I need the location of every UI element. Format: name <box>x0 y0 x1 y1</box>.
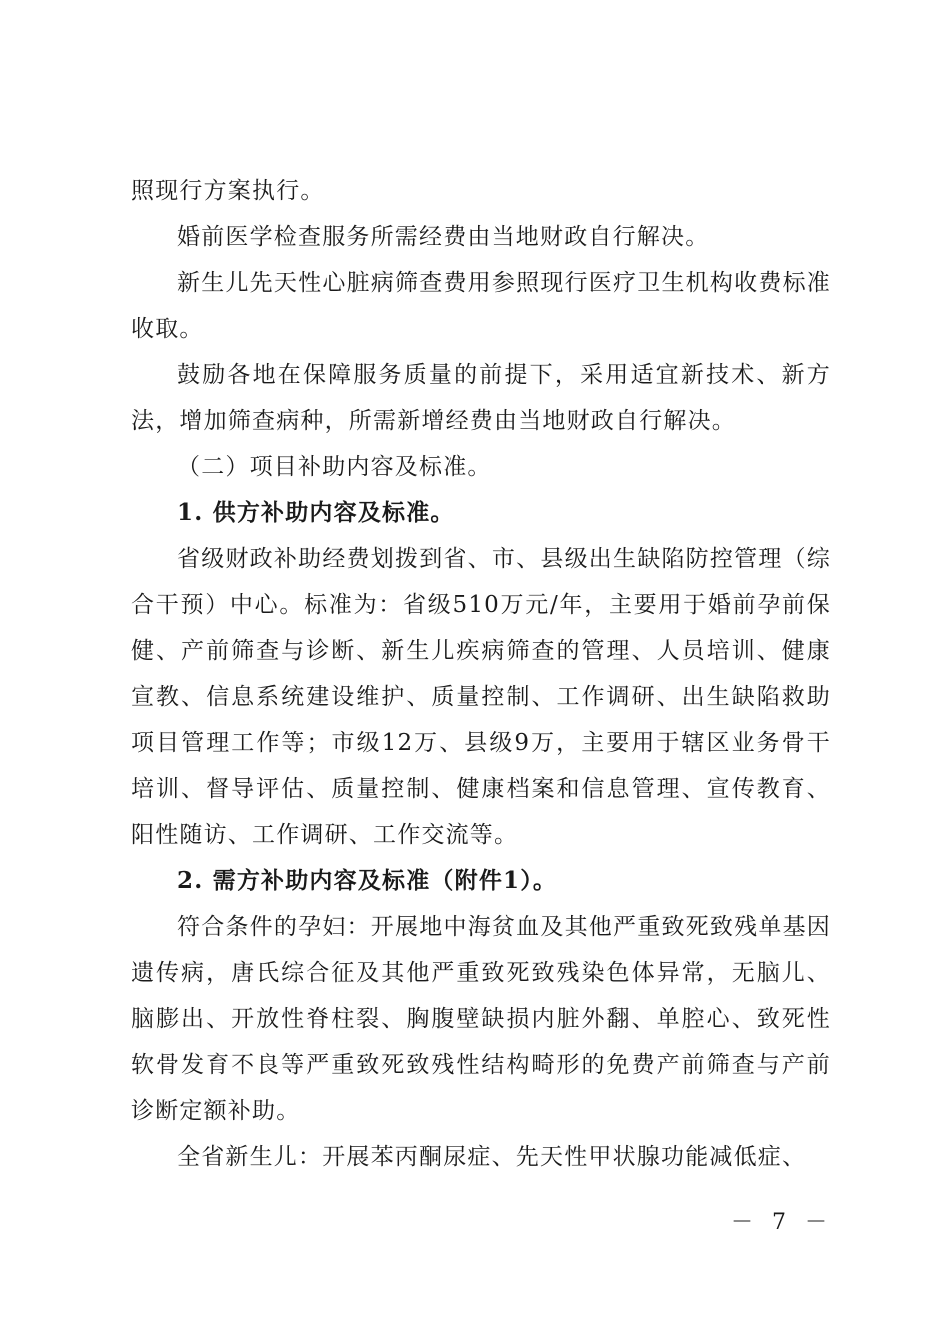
section-heading-subsidy: （二）项目补助内容及标准。 <box>177 454 492 480</box>
page-number: － 7 － <box>731 1210 833 1235</box>
paragraph-pregnant-women: 符合条件的孕妇：开展地中海贫血及其他严重致死致残单基因遗传病，唐氏综合征及其他严重致死致残染色体异常，无脑儿、脑膨出、开放性脊柱裂、胸腹壁缺损内脏外翻、单腔心、致死性软骨发育不良等严重致死致残性结构畸形的免费产前筛查与产前诊断定额补助。 <box>131 914 831 1124</box>
paragraph-premarital-funding: 婚前医学检查服务所需经费由当地财政自行解决。 <box>177 224 710 250</box>
subheading-supplier-subsidy: 1. 供方补助内容及标准。 <box>177 499 455 526</box>
paragraph-newborn-heart-screening: 新生儿先天性心脏病筛查费用参照现行医疗卫生机构收费标准收取。 <box>131 270 831 342</box>
body-text <box>131 168 831 1180</box>
paragraph-encourage-new-tech: 鼓励各地在保障服务质量的前提下，采用适宜新技术、新方法，增加筛查病种，所需新增经费由当地财政自行解决。 <box>131 362 831 434</box>
subheading-demand-subsidy: 2. 需方补助内容及标准（附件1）。 <box>177 867 558 894</box>
paragraph-supplier-subsidy: 省级财政补助经费划拨到省、市、县级出生缺陷防控管理（综合干预）中心。标准为：省级510万元/年，主要用于婚前孕前保健、产前筛查与诊断、新生儿疾病筛查的管理、人员培训、健康宣教、信息系统建设维护、质量控制、工作调研、出生缺陷救助项目管理工作等；市级12万、县级9万，主要用于辖区业务骨干培训、督导评估、质量控制、健康档案和信息管理、宣传教育、阳性随访、工作调研、工作交流等。 <box>131 546 831 848</box>
paragraph-newborns: 全省新生儿：开展苯丙酮尿症、先天性甲状腺功能减低症、 <box>177 1144 807 1170</box>
paragraph-continuation: 照现行方案执行。 <box>131 178 325 204</box>
